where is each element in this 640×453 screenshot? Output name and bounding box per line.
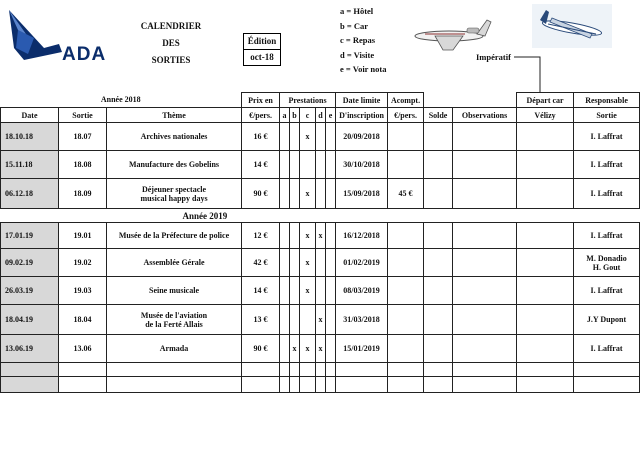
cell-prix: 90 € xyxy=(242,335,280,363)
table-row xyxy=(1,223,640,249)
col-observations: Observations xyxy=(453,108,517,123)
cell-prix xyxy=(242,377,280,393)
edition-box xyxy=(243,33,281,66)
col-acompte-1: Acompt. xyxy=(388,93,424,108)
cell-c: x xyxy=(300,249,316,277)
cell-c: x xyxy=(300,179,316,209)
legend-item: c = Repas xyxy=(340,35,376,46)
cell-date: 06.12.18 xyxy=(1,179,59,209)
cell-d xyxy=(316,151,326,179)
cell-sortie xyxy=(59,363,107,377)
cell-c xyxy=(300,305,316,335)
cell-sortie: 19.01 xyxy=(59,223,107,249)
resp-line-1: I. Laffrat xyxy=(590,286,623,295)
col-b: b xyxy=(290,108,300,123)
cell-limite: 31/03/2018 xyxy=(336,305,388,335)
theme-line-1: Seine musicale xyxy=(149,286,199,295)
cell-obs xyxy=(453,123,517,151)
cell-e xyxy=(326,363,336,377)
year-separator-row xyxy=(1,209,640,223)
cell-limite: 01/02/2019 xyxy=(336,249,388,277)
separator-blank xyxy=(1,209,107,223)
cell-d: x xyxy=(316,223,326,249)
table-row xyxy=(1,305,640,335)
cell-acompte xyxy=(388,335,424,363)
cell-e xyxy=(326,151,336,179)
col-d: d xyxy=(316,108,326,123)
theme-line-1: Musée de l'aviation xyxy=(140,310,208,320)
cell-depart xyxy=(517,179,574,209)
table-row xyxy=(1,151,640,179)
cell-c: x xyxy=(300,123,316,151)
cell-date xyxy=(1,377,59,393)
cell-e xyxy=(326,277,336,305)
cell-depart xyxy=(517,249,574,277)
cell-limite: 20/09/2018 xyxy=(336,123,388,151)
cell-sortie: 19.02 xyxy=(59,249,107,277)
theme-line-1: Manufacture des Gobelins xyxy=(128,160,220,169)
header-row-1 xyxy=(1,93,640,108)
table-row xyxy=(1,335,640,363)
table-row xyxy=(1,123,640,151)
cell-solde xyxy=(424,335,453,363)
col-depart-2: Vélizy xyxy=(517,108,574,123)
cell-a xyxy=(280,305,290,335)
cell-date: 18.10.18 xyxy=(1,123,59,151)
cell-b xyxy=(290,249,300,277)
cell-e xyxy=(326,223,336,249)
cell-theme xyxy=(107,223,242,249)
cell-acompte xyxy=(388,305,424,335)
theme-line-2: musical happy days xyxy=(140,193,208,203)
col-prix-2: €/pers. xyxy=(242,108,280,123)
cell-a xyxy=(280,277,290,305)
cell-date xyxy=(1,363,59,377)
cell-solde xyxy=(424,305,453,335)
cell-acompte xyxy=(388,249,424,277)
cell-depart xyxy=(517,277,574,305)
header-spacer xyxy=(424,93,517,108)
cell-c xyxy=(300,363,316,377)
cell-b: x xyxy=(290,335,300,363)
cell-c: x xyxy=(300,223,316,249)
cell-theme xyxy=(107,335,242,363)
resp-line-1: I. Laffrat xyxy=(590,132,623,141)
cell-sortie: 19.03 xyxy=(59,277,107,305)
cell-c: x xyxy=(300,277,316,305)
cell-obs xyxy=(453,277,517,305)
cell-b xyxy=(290,305,300,335)
theme-line-2: de la Ferté Allais xyxy=(145,319,203,329)
cell-resp xyxy=(574,179,640,209)
cell-obs xyxy=(453,151,517,179)
col-resp-1: Responsable xyxy=(574,93,640,108)
cell-e xyxy=(326,305,336,335)
theme-line-1: Armada xyxy=(159,344,189,353)
cell-solde xyxy=(424,123,453,151)
cell-obs xyxy=(453,249,517,277)
resp-line-1: J.Y Dupont xyxy=(586,315,627,324)
cell-resp xyxy=(574,377,640,393)
cell-sortie: 18.04 xyxy=(59,305,107,335)
imperatif-connector xyxy=(514,55,554,95)
legend-item: b = Car xyxy=(340,20,368,31)
logo-text: ADA xyxy=(62,44,107,65)
cell-obs xyxy=(453,335,517,363)
cell-sortie xyxy=(59,377,107,393)
cell-solde xyxy=(424,179,453,209)
cell-prix: 14 € xyxy=(242,277,280,305)
cell-a xyxy=(280,249,290,277)
cell-resp xyxy=(574,151,640,179)
col-solde: Solde xyxy=(424,108,453,123)
table-row xyxy=(1,277,640,305)
col-c: c xyxy=(300,108,316,123)
theme-line-1: Assemblée Gérale xyxy=(143,258,205,267)
edition-value: oct-18 xyxy=(250,52,274,62)
cell-sortie: 13.06 xyxy=(59,335,107,363)
cell-limite: 08/03/2019 xyxy=(336,277,388,305)
cell-solde xyxy=(424,277,453,305)
cell-sortie: 18.07 xyxy=(59,123,107,151)
title-line-2: DES xyxy=(162,38,180,48)
col-limite-1: Date limite xyxy=(336,93,388,108)
cell-a xyxy=(280,223,290,249)
cell-date: 15.11.18 xyxy=(1,151,59,179)
legend-item: e = Voir nota xyxy=(340,64,387,75)
col-limite-2: D'inscription xyxy=(336,108,388,123)
cell-resp xyxy=(574,277,640,305)
cell-e xyxy=(326,377,336,393)
col-theme: Thème xyxy=(107,108,242,123)
cell-prix: 13 € xyxy=(242,305,280,335)
business-jet-image xyxy=(405,14,495,54)
cell-prix: 42 € xyxy=(242,249,280,277)
cell-theme xyxy=(107,123,242,151)
col-prix-1: Prix en xyxy=(242,93,280,108)
cell-depart xyxy=(517,305,574,335)
cell-d xyxy=(316,123,326,151)
cell-date: 18.04.19 xyxy=(1,305,59,335)
cell-date: 26.03.19 xyxy=(1,277,59,305)
cell-theme xyxy=(107,363,242,377)
col-e: e xyxy=(326,108,336,123)
cell-theme xyxy=(107,305,242,335)
cell-prix: 14 € xyxy=(242,151,280,179)
cell-c xyxy=(300,151,316,179)
cell-limite: 30/10/2018 xyxy=(336,151,388,179)
cell-a xyxy=(280,377,290,393)
cell-limite xyxy=(336,377,388,393)
cell-e xyxy=(326,335,336,363)
cell-depart xyxy=(517,335,574,363)
cell-resp xyxy=(574,223,640,249)
cell-d xyxy=(316,363,326,377)
legend-item: a = Hôtel xyxy=(340,6,374,16)
propeller-plane-image xyxy=(532,4,612,48)
cell-depart xyxy=(517,123,574,151)
cell-solde xyxy=(424,151,453,179)
cell-solde xyxy=(424,363,453,377)
cell-b xyxy=(290,377,300,393)
resp-line-1: I. Laffrat xyxy=(590,189,623,198)
cell-prix: 90 € xyxy=(242,179,280,209)
cell-acompte xyxy=(388,277,424,305)
cell-theme xyxy=(107,151,242,179)
legend xyxy=(340,4,386,77)
title-line-1: CALENDRIER xyxy=(140,21,202,31)
resp-line-1: M. Donadio xyxy=(586,253,627,263)
cell-d xyxy=(316,179,326,209)
cell-e xyxy=(326,179,336,209)
cell-b xyxy=(290,151,300,179)
cell-prix: 16 € xyxy=(242,123,280,151)
col-date: Date xyxy=(1,108,59,123)
cell-prix xyxy=(242,363,280,377)
cell-acompte: 45 € xyxy=(388,179,424,209)
cell-acompte xyxy=(388,223,424,249)
resp-line-1: I. Laffrat xyxy=(590,160,623,169)
cell-solde xyxy=(424,377,453,393)
cell-theme xyxy=(107,277,242,305)
cell-resp xyxy=(574,335,640,363)
cell-theme xyxy=(107,179,242,209)
cell-depart xyxy=(517,223,574,249)
cell-b xyxy=(290,123,300,151)
theme-line-1: Musée de la Préfecture de police xyxy=(118,231,230,240)
cell-prix: 12 € xyxy=(242,223,280,249)
cell-obs xyxy=(453,377,517,393)
cell-acompte xyxy=(388,123,424,151)
cell-e xyxy=(326,123,336,151)
cell-limite: 15/01/2019 xyxy=(336,335,388,363)
theme-line-1: Déjeuner spectacle xyxy=(141,184,207,194)
cell-c: x xyxy=(300,335,316,363)
theme-line-1: Archives nationales xyxy=(140,132,208,141)
cell-resp xyxy=(574,123,640,151)
table-row xyxy=(1,249,640,277)
title-line-3: SORTIES xyxy=(151,55,191,65)
cell-b xyxy=(290,223,300,249)
cell-d: x xyxy=(316,305,326,335)
col-a: a xyxy=(280,108,290,123)
resp-line-2: H. Gout xyxy=(592,262,621,272)
cell-c xyxy=(300,377,316,393)
cell-date: 17.01.19 xyxy=(1,223,59,249)
header-row-2 xyxy=(1,108,640,123)
empty-row xyxy=(1,377,640,393)
cell-solde xyxy=(424,249,453,277)
cell-obs xyxy=(453,179,517,209)
cell-date: 13.06.19 xyxy=(1,335,59,363)
year-2018-label: Année 2018 xyxy=(1,93,242,108)
document-title xyxy=(126,18,216,69)
ada-logo xyxy=(4,8,124,70)
resp-line-1: I. Laffrat xyxy=(590,344,623,353)
cell-a xyxy=(280,151,290,179)
cell-sortie: 18.09 xyxy=(59,179,107,209)
cell-d xyxy=(316,249,326,277)
resp-line-1: I. Laffrat xyxy=(590,231,623,240)
cell-limite xyxy=(336,363,388,377)
cell-d xyxy=(316,377,326,393)
cell-limite: 16/12/2018 xyxy=(336,223,388,249)
jet-logo-icon xyxy=(4,8,64,64)
edition-label: Édition xyxy=(244,34,280,50)
cell-d: x xyxy=(316,335,326,363)
cell-b xyxy=(290,277,300,305)
cell-a xyxy=(280,335,290,363)
cell-depart xyxy=(517,377,574,393)
cell-theme xyxy=(107,377,242,393)
table-row xyxy=(1,179,640,209)
cell-depart xyxy=(517,151,574,179)
col-sortie: Sortie xyxy=(59,108,107,123)
cell-a xyxy=(280,179,290,209)
col-prestations: Prestations xyxy=(280,93,336,108)
cell-b xyxy=(290,179,300,209)
cell-d xyxy=(316,277,326,305)
cell-acompte xyxy=(388,151,424,179)
cell-theme xyxy=(107,249,242,277)
cell-obs xyxy=(453,305,517,335)
col-resp-2: Sortie xyxy=(574,108,640,123)
cell-acompte xyxy=(388,363,424,377)
cell-date: 09.02.19 xyxy=(1,249,59,277)
cell-b xyxy=(290,363,300,377)
cell-depart xyxy=(517,363,574,377)
cell-a xyxy=(280,123,290,151)
cell-acompte xyxy=(388,377,424,393)
legend-item: d = Visite xyxy=(340,49,375,60)
cell-e xyxy=(326,249,336,277)
cell-solde xyxy=(424,223,453,249)
cell-obs xyxy=(453,223,517,249)
empty-row xyxy=(1,363,640,377)
cell-sortie: 18.08 xyxy=(59,151,107,179)
cell-resp xyxy=(574,249,640,277)
cell-resp xyxy=(574,363,640,377)
col-depart-1: Départ car xyxy=(517,93,574,108)
cell-limite: 15/09/2018 xyxy=(336,179,388,209)
calendar-table xyxy=(0,92,640,393)
cell-resp xyxy=(574,305,640,335)
year-2019-label: Année 2019 xyxy=(107,209,640,223)
cell-obs xyxy=(453,363,517,377)
col-acompte-2: €/pers. xyxy=(388,108,424,123)
cell-a xyxy=(280,363,290,377)
imperatif-label: Impératif xyxy=(476,52,511,62)
